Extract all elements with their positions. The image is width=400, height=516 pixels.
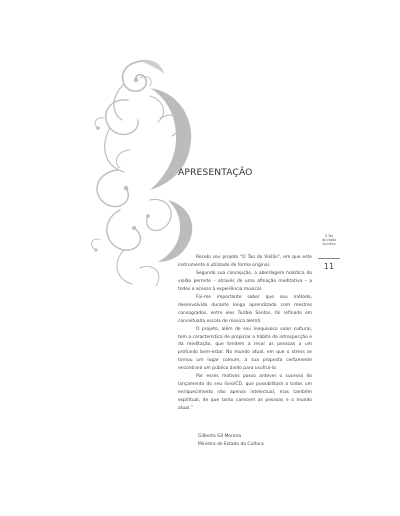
paragraph: Foi-me importante saber que seu método, desenvolvido durante longo aprendizado com mestres consagrados, entre eles Turíbio Santos, foi refinado em conceituada escola de música alemã. bbox=[178, 294, 312, 324]
page-title: APRESENTAÇÃO bbox=[178, 167, 253, 178]
running-header-line: do Violão bbox=[321, 238, 337, 243]
running-header-note bbox=[314, 234, 344, 247]
signature-name: Gilberto Gil Moreira bbox=[198, 434, 242, 439]
paragraph: O projeto, além de seu inequívoco valor cultural, tem a característica de propiciar o hábito da introspecção e da meditação, que tendem a levar as pessoas a um profundo bem-estar. No mundo atual, em que o stress se tornou um lugar comum, a sua proposta certamente encontrará um público ávido para usufruí-la. bbox=[178, 326, 312, 372]
running-header-line: Acústico bbox=[322, 242, 336, 247]
paragraph: Segundo sua concepção, a abordagem holística do violão permite – através de uma afinação meditativa – a todos o acesso à experiência musical. bbox=[178, 270, 312, 292]
running-header-line: O Tao bbox=[324, 234, 334, 238]
signature-block bbox=[198, 433, 264, 449]
signature-role: Ministro de Estado da Cultura bbox=[198, 441, 264, 447]
body-text bbox=[178, 254, 312, 413]
page-number: 11 bbox=[323, 262, 335, 271]
paragraph: Recebi seu projeto “O Tao do Violão”, em que este instrumento é utilizado de forma original. bbox=[178, 255, 312, 268]
page-number-rule bbox=[318, 258, 340, 259]
paragraph: Por esses motivos posso antever o sucesso do lançamento do seu livro/CD, que possibilitará a todos um enriquecimento não apenas intelectual, mas também espiritual, de que tanto carecem as pessoas e o mundo atual.” bbox=[178, 374, 312, 412]
